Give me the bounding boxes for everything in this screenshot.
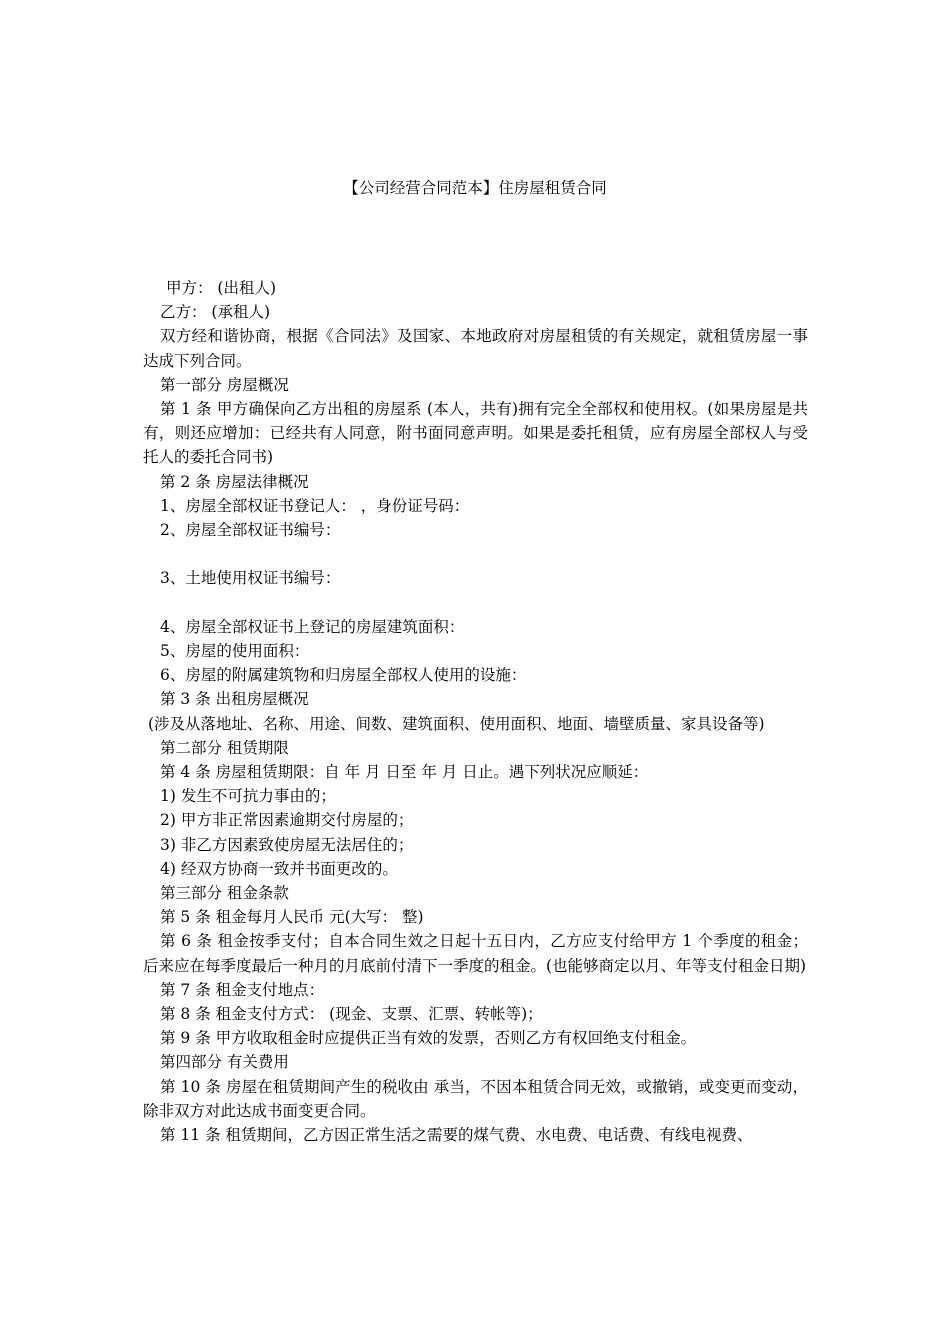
list-item: 3) 非乙方因素致使房屋无法居住的； <box>160 835 414 854</box>
article-7: 第 7 条 租金支付地点： <box>160 980 325 999</box>
article-9: 第 9 条 甲方收取租金时应提供正当有效的发票，否则乙方有权回绝支付租金。 <box>160 1029 697 1048</box>
section-heading-4: 第四部分 有关费用 <box>160 1053 289 1072</box>
list-item: 2、房屋全部权证书编号： <box>160 521 341 540</box>
paragraph-party-b: 乙方： (承租人) <box>160 303 271 322</box>
list-item: 6、房屋的附属建筑物和归房屋全部权人使用的设施： <box>160 666 527 685</box>
list-item: 3、土地使用权证书编号： <box>160 569 341 588</box>
blank-line <box>143 591 808 615</box>
article-2: 第 2 条 房屋法律概况 <box>160 472 309 491</box>
paragraph-note: (涉及从落地址、名称、用途、间数、建筑面积、使用面积、地面、墙壁质量、家具设备等) <box>148 714 765 733</box>
article-4: 第 4 条 房屋租赁期限：自 年 月 日至 年 月 日止。遇下列状况应顺延： <box>160 763 649 782</box>
article-10: 第 10 条 房屋在租赁期间产生的税收由 承当，不因本租赁合同无效，或撤销，或变更而变动，除非双方对此达成书面变更合同。 <box>143 1077 808 1120</box>
list-item: 1、房屋全部权证书登记人： ，身份证号码： <box>160 496 470 515</box>
list-item: 4、房屋全部权证书上登记的房屋建筑面积： <box>160 617 465 636</box>
section-heading-2: 第二部分 租赁期限 <box>160 738 289 757</box>
paragraph-party-a: 甲方： (出租人) <box>166 279 277 297</box>
list-item: 4) 经双方协商一致并书面更改的。 <box>160 859 398 878</box>
article-6: 第 6 条 租金按季支付；自本合同生效之日起十五日内，乙方应支付给甲方 1 个季度的租金；后来应在每季度最后一种月的月底前付清下一季度的租金。(也能够商定以月、年等支付租金日期) <box>143 932 808 975</box>
paragraph-preamble: 双方经和谐协商，根据《合同法》及国家、本地政府对房屋租赁的有关规定，就租赁房屋一事达成下列合同。 <box>143 327 808 370</box>
section-heading-3: 第三部分 租金条款 <box>160 884 289 903</box>
article-8: 第 8 条 租金支付方式： (现金、支票、汇票、转帐等)； <box>160 1005 543 1024</box>
blank-line <box>143 542 808 566</box>
section-heading-1: 第一部分 房屋概况 <box>160 375 289 394</box>
article-1: 第 1 条 甲方确保向乙方出租的房屋系 (本人，共有)拥有完全全部权和使用权。(如果房屋是共有，则还应增加：已经共有人同意，附书面同意声明。如果是委托租赁，应有房屋全部权人与受托人的委托合同书) <box>143 400 808 467</box>
list-item: 1) 发生不可抗力事由的； <box>160 787 336 806</box>
article-11: 第 11 条 租赁期间，乙方因正常生活之需要的煤气费、水电费、电话费、有线电视费、 <box>160 1126 753 1145</box>
document-title: 【公司经营合同范本】住房屋租赁合同 <box>343 179 607 197</box>
list-item: 5、房屋的使用面积： <box>160 642 310 661</box>
article-5: 第 5 条 租金每月人民币 元(大写： 整) <box>160 908 424 927</box>
list-item: 2) 甲方非正常因素逾期交付房屋的； <box>160 811 414 830</box>
document-body <box>143 276 808 1147</box>
article-3: 第 3 条 出租房屋概况 <box>160 690 309 709</box>
